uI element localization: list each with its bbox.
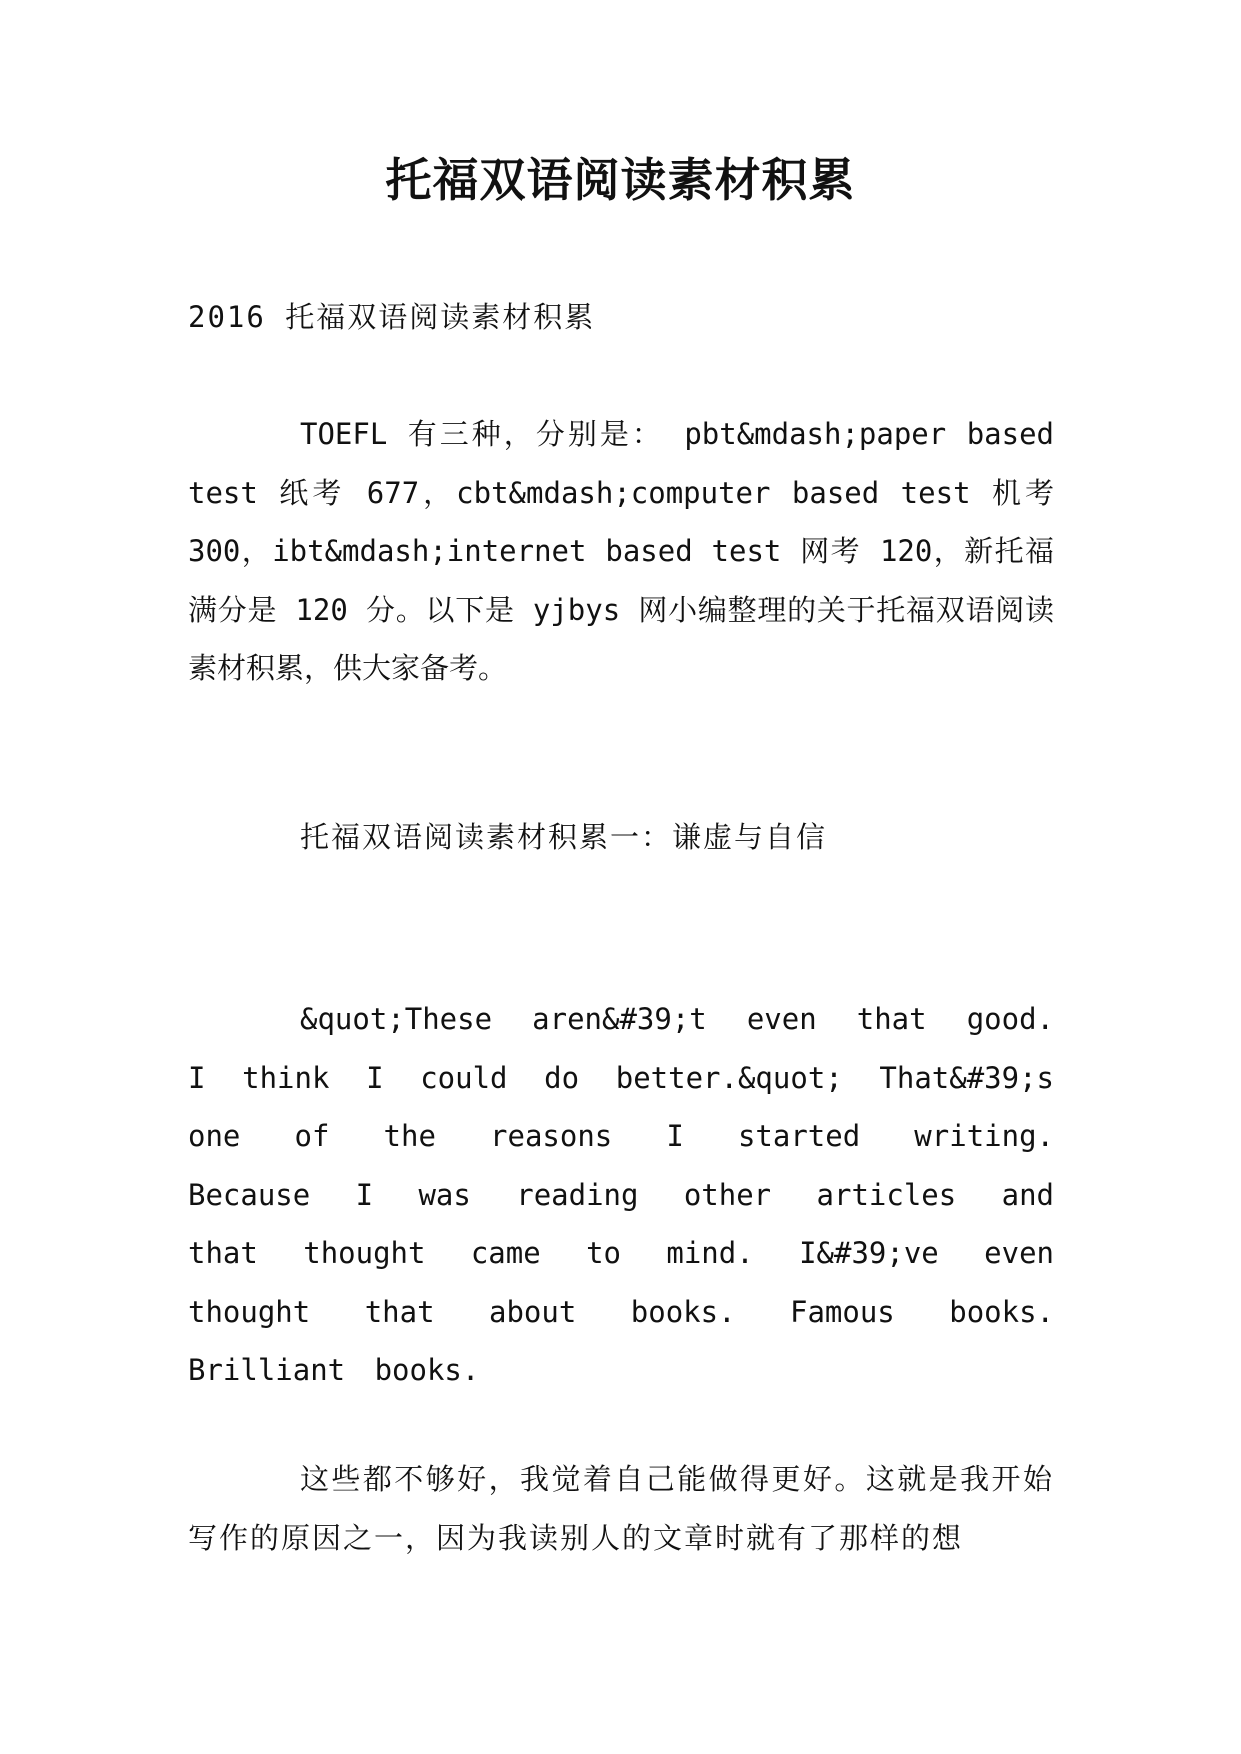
intro-paragraph: TOEFL 有三种，分别是： pbt&mdash;paper based test 纸考 677，cbt&mdash;computer based test 机考 300，ibt&mdash;internet based test 网考 120，新托福满分是 120 分。以下是 yjbys 网小编整理的关于托福双语阅读素材积累，供大家备考。 [188, 417, 1054, 685]
english-paragraph: &quot;These aren&#39;t even that good. I think I could do better.&quot; That&#39;s one of the reasons I started writing. Because I was reading other articles and that thought came to mind. I&#39;ve even thought that about books. Famous books. Brilliant books. [188, 1002, 1054, 1387]
document-subtitle: 2016 托福双语阅读素材积累 [188, 300, 596, 334]
section-heading: 托福双语阅读素材积累一：谦虚与自信 [300, 820, 828, 854]
document-title: 托福双语阅读素材积累 [385, 153, 856, 207]
chinese-paragraph: 这些都不够好，我觉着自己能做得更好。这就是我开始写作的原因之一，因为我读别人的文章时就有了那样的想 [188, 1462, 1054, 1555]
